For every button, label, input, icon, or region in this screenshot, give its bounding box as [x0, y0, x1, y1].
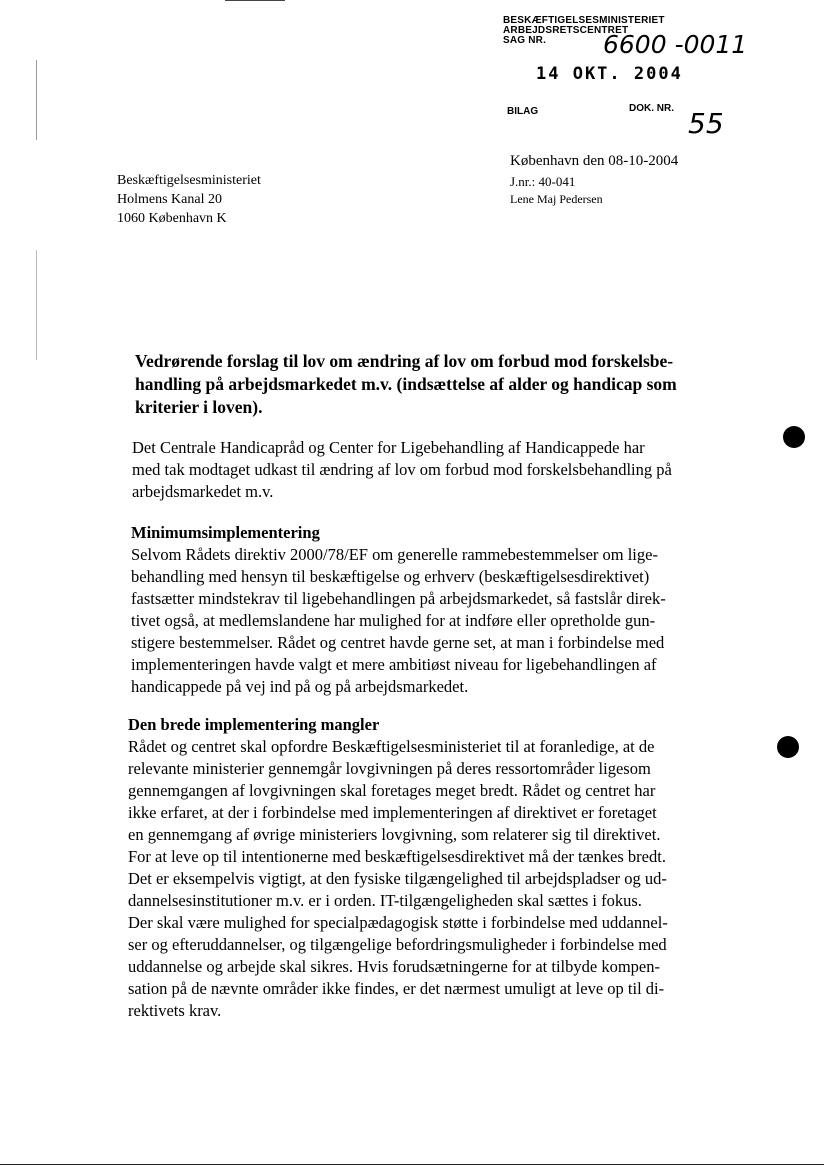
- paragraph-line: Det Centrale Handicapråd og Center for Ligebehandling af Handicappede har: [132, 438, 645, 457]
- sender-jnr: J.nr.: 40-041: [510, 174, 576, 189]
- margin-marker-dot: [783, 426, 805, 448]
- paragraph-line: behandling med hensyn til beskæftigelse og erhverv (beskæftigelsesdirektivet): [131, 567, 650, 586]
- paragraph-line: implementeringen havde valgt et mere ambitiøst niveau for ligebehandlingen af: [131, 655, 657, 674]
- paragraph-line: dannelsesinstitutioner m.v. er i orden. IT-tilgængeligheden skal sættes i fokus.: [128, 891, 642, 910]
- paragraph-line: For at leve op til intentionerne med beskæftigelsesdirektivet må der tænkes bredt.: [128, 847, 666, 866]
- intro-paragraph: [132, 437, 752, 503]
- paragraph-line: tivet også, at medlemslandene har mulighed for at indføre eller opretholde gun-: [131, 611, 656, 630]
- scan-edge-top: [225, 0, 285, 1]
- title-line: handling på arbejdsmarkedet m.v. (indsættelse af alder og handicap som: [135, 374, 677, 394]
- stamp-sag-number: 6600 -0011: [603, 30, 748, 59]
- section-body: [131, 544, 751, 698]
- paragraph-line: uddannelse og arbejde skal sikres. Hvis forudsætningerne for at tilbyde kompen-: [128, 957, 660, 976]
- section-heading: Den brede implementering mangler: [128, 715, 380, 734]
- scan-edge-left-2: [36, 250, 37, 360]
- paragraph-line: stigere bestemmelser. Rådet og centret havde gerne set, at man i forbindelse med: [131, 633, 665, 652]
- paragraph-line: fastsætter mindstekrav til ligebehandlingen på arbejdsmarkedet, så fastslår direk-: [131, 589, 666, 608]
- recipient-line-3: 1060 København K: [117, 211, 227, 226]
- paragraph-line: Selvom Rådets direktiv 2000/78/EF om generelle rammebestemmelser om lige-: [131, 545, 658, 564]
- section-den-brede-implementering: [128, 714, 758, 1022]
- stamp-bilag-label: BILAG: [507, 106, 539, 117]
- title-line: kriterier i loven).: [135, 397, 263, 417]
- section-heading: Minimumsimplementering: [131, 523, 320, 542]
- margin-marker-dot: [777, 736, 799, 758]
- title-line: Vedrørende forslag til lov om ændring af lov om forbud mod forskelsbe-: [135, 351, 674, 371]
- paragraph-line: en gennemgang af øvrige ministeriers lovgivning, som relaterer sig til direktivet.: [128, 825, 661, 844]
- stamp-sag-label: SAG NR.: [503, 35, 547, 46]
- paragraph-line: relevante ministerier gennemgår lovgivningen på deres ressortområder ligesom: [128, 759, 651, 778]
- recipient-line-1: Beskæftigelsesministeriet: [117, 173, 261, 188]
- paragraph-line: ikke erfaret, at der i forbindelse med implementeringen af direktivet er foretaget: [128, 803, 657, 822]
- section-minimumsimplementering: [131, 522, 751, 698]
- scan-edge-left: [36, 60, 37, 140]
- paragraph-line: Der skal være mulighed for specialpædagogisk støtte i forbindelse med uddannel-: [128, 913, 668, 932]
- paragraph-line: med tak modtaget udkast til ændring af lov om forbud mod forskelsbehandling på: [132, 460, 672, 479]
- stamp-date: 14 OKT. 2004: [536, 64, 683, 84]
- scan-edge-bottom: [0, 1164, 824, 1165]
- paragraph-line: gennemgangen af lovgivningen skal foretages meget bredt. Rådet og centret har: [128, 781, 656, 800]
- paragraph-line: arbejdsmarkedet m.v.: [132, 482, 274, 501]
- paragraph-line: Rådet og centret skal opfordre Beskæftigelsesministeriet til at foranledige, at de: [128, 737, 655, 756]
- paragraph-line: Det er eksempelvis vigtigt, at den fysiske tilgængelighed til arbejdspladser og ud-: [128, 869, 667, 888]
- sender-name: Lene Maj Pedersen: [510, 192, 603, 206]
- recipient-address: [117, 171, 261, 228]
- stamp-org-line2: ARBEJDSRETSCENTRET: [503, 25, 629, 36]
- stamp-dok-label: DOK. NR.: [629, 103, 674, 114]
- stamp-org-line1: BESKÆFTIGELSESMINISTERIET: [503, 15, 665, 26]
- paragraph-line: sation på de nævnte områder ikke findes, er det nærmest umuligt at leve op til di-: [128, 979, 665, 998]
- paragraph-line: ser og efteruddannelser, og tilgængelige befordringsmuligheder i forbindelse med: [128, 935, 667, 954]
- sender-place-date: København den 08-10-2004: [510, 153, 679, 169]
- recipient-line-2: Holmens Kanal 20: [117, 192, 222, 207]
- paragraph-line: rektivets krav.: [128, 1001, 222, 1020]
- stamp-dok-number: 55: [688, 107, 724, 140]
- letter-title: [135, 350, 735, 419]
- section-body: [128, 736, 758, 1022]
- paragraph-line: handicappede på vej ind på og på arbejdsmarkedet.: [131, 677, 469, 696]
